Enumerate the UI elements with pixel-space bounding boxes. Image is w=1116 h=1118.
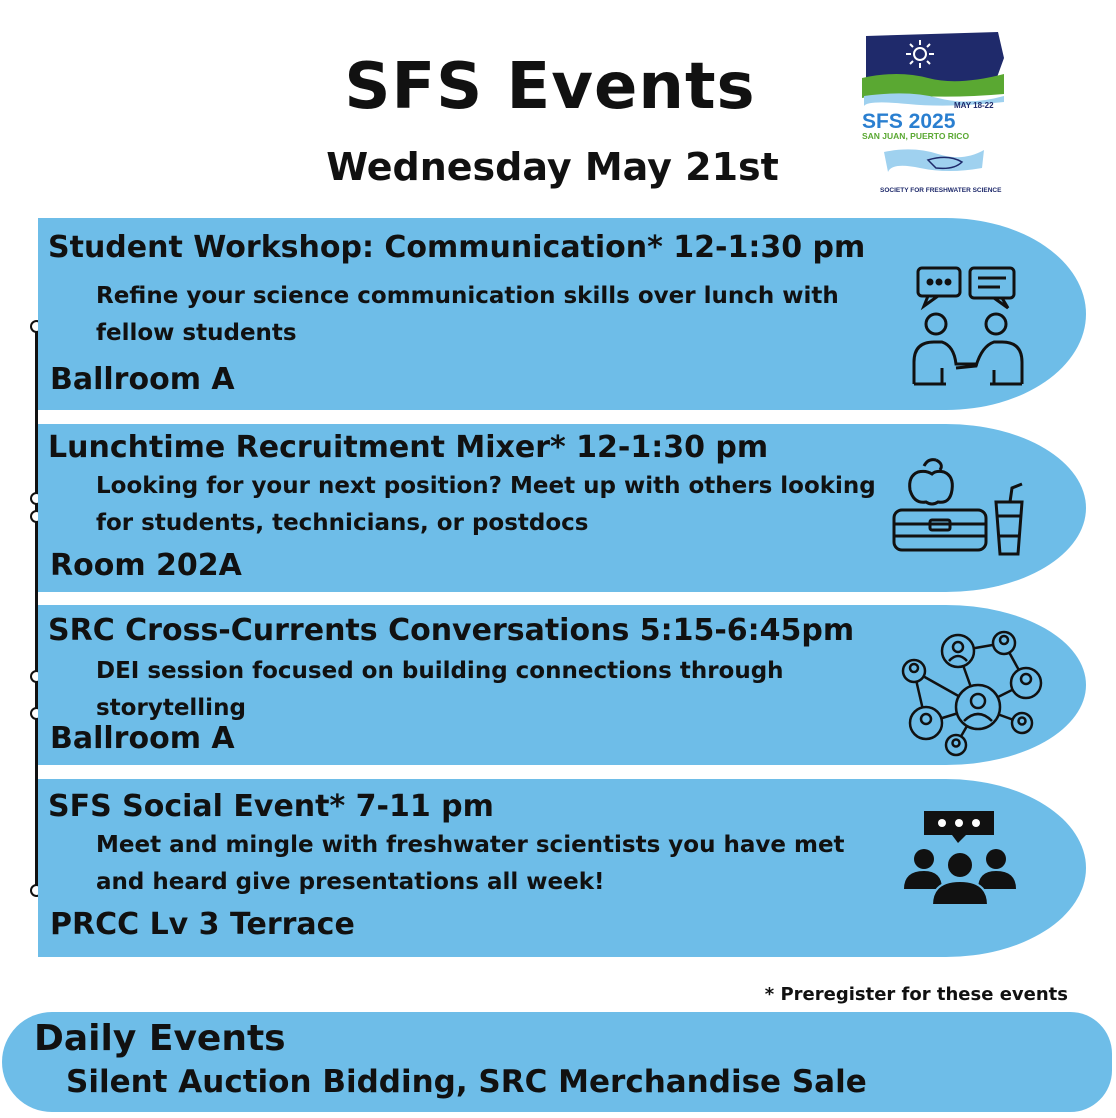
- event-description: DEI session focused on building connections through storytelling: [96, 658, 784, 721]
- event-room: PRCC Lv 3 Terrace: [50, 907, 355, 942]
- sfs-2025-logo: [858, 28, 1008, 208]
- event-room: Room 202A: [50, 548, 242, 583]
- daily-events-card: [2, 1012, 1112, 1112]
- daily-events-title: Daily Events: [34, 1018, 286, 1059]
- event-room: Ballroom A: [50, 721, 235, 756]
- logo-location-text: SAN JUAN, PUERTO RICO: [862, 131, 970, 141]
- event-description: Looking for your next position? Meet up with others looking for students, technicians, or postdocs: [96, 473, 876, 536]
- group-chat-icon: [902, 807, 1018, 907]
- event-title: SRC Cross-Currents Conversations 5:15-6:45pm: [48, 613, 855, 648]
- logo-dates-text: MAY 18-22: [954, 101, 994, 110]
- event-room: Ballroom A: [50, 362, 235, 397]
- event-card-cross-currents: [38, 605, 1086, 765]
- event-title: SFS Social Event* 7-11 pm: [48, 789, 494, 824]
- preregister-note: * Preregister for these events: [764, 984, 1068, 1005]
- page-title: SFS Events: [344, 50, 756, 124]
- event-card-student-workshop: [38, 218, 1086, 410]
- event-title: Lunchtime Recruitment Mixer* 12-1:30 pm: [48, 430, 769, 465]
- logo-society-text: SOCIETY FOR FRESHWATER SCIENCE: [880, 187, 1002, 194]
- event-card-recruitment-mixer: [38, 424, 1086, 592]
- daily-events-items: Silent Auction Bidding, SRC Merchandise Sale: [66, 1064, 867, 1100]
- event-card-social-event: [38, 779, 1086, 957]
- event-title: Student Workshop: Communication* 12-1:30 pm: [48, 230, 866, 265]
- lunchbox-icon: [888, 454, 1030, 560]
- logo-event-text: SFS 2025: [862, 110, 956, 133]
- event-description: Meet and mingle with freshwater scientists you have met and heard give presentations all week!: [96, 832, 845, 895]
- conversation-people-icon: [906, 264, 1030, 388]
- network-people-icon: [900, 627, 1046, 761]
- event-description: Refine your science communication skills over lunch with fellow students: [96, 283, 839, 346]
- page-subtitle: Wednesday May 21st: [326, 145, 779, 189]
